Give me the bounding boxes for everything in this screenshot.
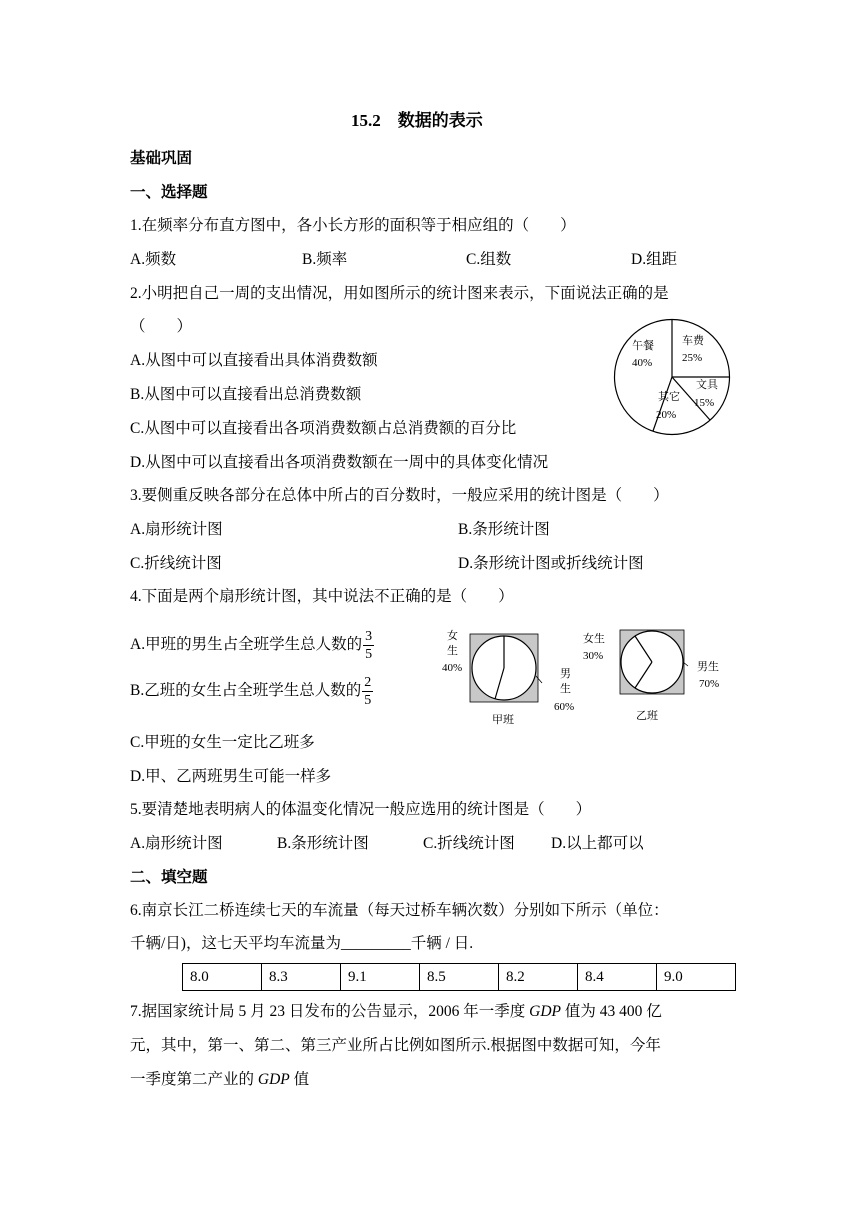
q5-option-c: C.折线统计图 [423, 835, 515, 852]
q3-option-c: C.折线统计图 [130, 555, 222, 572]
table-cell: 8.0 [183, 964, 262, 991]
q4-option-b-fraction [362, 674, 373, 709]
q1-option-b: B.频率 [302, 251, 348, 268]
class-b-value-female: 30% [583, 650, 604, 662]
q2-stem-line2: （ ） [130, 318, 193, 335]
traffic-table [182, 963, 736, 991]
class-b-label-male: 男生 [697, 661, 719, 673]
q7-line1 [130, 999, 662, 1021]
table-row [183, 964, 736, 991]
class-a-value-female: 40% [442, 662, 463, 674]
q6-line2-post: 千辆 / 日. [410, 935, 474, 952]
q5-stem: 5.要清楚地表明病人的体温变化情况一般应选用的统计图是（ ） [130, 801, 592, 818]
q4-option-a [130, 628, 374, 663]
table-cell: 8.4 [578, 964, 657, 991]
q7-line3-a: 一季度第二产业的 [130, 1071, 258, 1088]
q6-line1: 6.南京长江二桥连续七天的车流量（每天过桥车辆次数）分别如下所示（单位： [130, 902, 669, 919]
pie-value-fare: 25% [682, 352, 703, 364]
fraction-numerator: 3 [365, 629, 373, 644]
class-b-pie-chart [578, 622, 728, 730]
q4-stem: 4.下面是两个扇形统计图，其中说法不正确的是（ ） [130, 588, 514, 605]
q2-option-a: A.从图中可以直接看出具体消费数额 [130, 352, 378, 369]
class-b-value-male: 70% [699, 678, 720, 690]
class-a-pie-chart [436, 620, 586, 732]
class-b-name: 乙班 [636, 710, 658, 722]
class-a-value-male: 60% [554, 701, 575, 713]
table-cell: 9.1 [341, 964, 420, 991]
pie-value-other: 20% [656, 409, 677, 421]
class-a-label-female-1: 女 [447, 630, 458, 642]
pie-label-stationery: 文具 [696, 379, 718, 391]
fraction-denominator: 5 [364, 693, 372, 708]
pie-value-lunch: 40% [632, 357, 653, 369]
q7-line3 [130, 1067, 309, 1089]
q6-answer-blank: _________ [340, 935, 411, 952]
q2-option-d: D.从图中可以直接看出各项消费数额在一周中的具体变化情况 [130, 454, 549, 471]
q2-option-c: C.从图中可以直接看出各项消费数额占总消费额的百分比 [130, 420, 517, 437]
q2-pie-chart [610, 314, 734, 440]
q2-option-b: B.从图中可以直接看出总消费数额 [130, 386, 362, 403]
q5-option-d: D.以上都可以 [551, 835, 644, 852]
q7-line1-a: 7.据国家统计局 5 月 23 日发布的公告显示，2006 年一季度 [130, 1003, 530, 1020]
q4-option-a-fraction [363, 628, 374, 663]
q1-option-a: A.频数 [130, 251, 177, 268]
class-a-label-male-1: 男 [560, 668, 571, 680]
q6-line2 [130, 931, 473, 953]
section-basic: 基础巩固 [130, 150, 193, 167]
pie-value-stationery: 15% [694, 397, 715, 409]
q5-option-b: B.条形统计图 [277, 835, 369, 852]
q4-option-a-text: A.甲班的男生占全班学生总人数的 [130, 636, 363, 654]
section-choice: 一、选择题 [130, 184, 208, 201]
q4-option-c: C.甲班的女生一定比乙班多 [130, 734, 315, 751]
q7-line3-b: 值 [289, 1071, 310, 1088]
q4-option-d: D.甲、乙两班男生可能一样多 [130, 768, 332, 785]
section-fill: 二、填空题 [130, 869, 208, 886]
q3-option-a: A.扇形统计图 [130, 521, 223, 538]
q4-option-b [130, 674, 373, 709]
q5-option-a: A.扇形统计图 [130, 835, 223, 852]
q7-line1-b: 值为 43 400 亿 [561, 1003, 662, 1020]
q1-stem: 1.在频率分布直方图中，各小长方形的面积等于相应组的（ ） [130, 217, 576, 234]
q7-line2: 元，其中，第一、第二、第三产业所占比例如图所示.根据图中数据可知，今年 [130, 1037, 661, 1054]
page-title: 15.2 数据的表示 [351, 111, 483, 130]
q1-option-c: C.组数 [466, 251, 512, 268]
pie-label-other: 其它 [658, 391, 680, 403]
class-a-label-female-2: 生 [447, 645, 458, 657]
q7-gdp-1: GDP [529, 1003, 561, 1020]
q4-option-b-text: B.乙班的女生占全班学生总人数的 [130, 682, 362, 700]
table-cell: 9.0 [657, 964, 736, 991]
table-cell: 8.2 [499, 964, 578, 991]
pie-label-lunch: 午餐 [632, 340, 654, 352]
q3-option-d: D.条形统计图或折线统计图 [458, 555, 644, 572]
table-cell: 8.5 [420, 964, 499, 991]
class-b-label-female: 女生 [583, 633, 605, 645]
q3-option-b: B.条形统计图 [458, 521, 550, 538]
q6-line2-pre: 千辆/日)，这七天平均车流量为 [130, 935, 341, 952]
class-a-label-male-2: 生 [560, 683, 571, 695]
class-a-name: 甲班 [492, 714, 514, 726]
fraction-denominator: 5 [365, 647, 373, 662]
q1-option-d: D.组距 [631, 251, 678, 268]
table-cell: 8.3 [262, 964, 341, 991]
q3-stem: 3.要侧重反映各部分在总体中所占的百分数时，一般应采用的统计图是（ ） [130, 487, 669, 504]
q2-stem-line1: 2.小明把自己一周的支出情况，用如图所示的统计图来表示，下面说法正确的是 [130, 285, 669, 302]
pie-label-fare: 车费 [682, 335, 704, 347]
fraction-numerator: 2 [364, 675, 372, 690]
q7-gdp-2: GDP [257, 1071, 290, 1088]
